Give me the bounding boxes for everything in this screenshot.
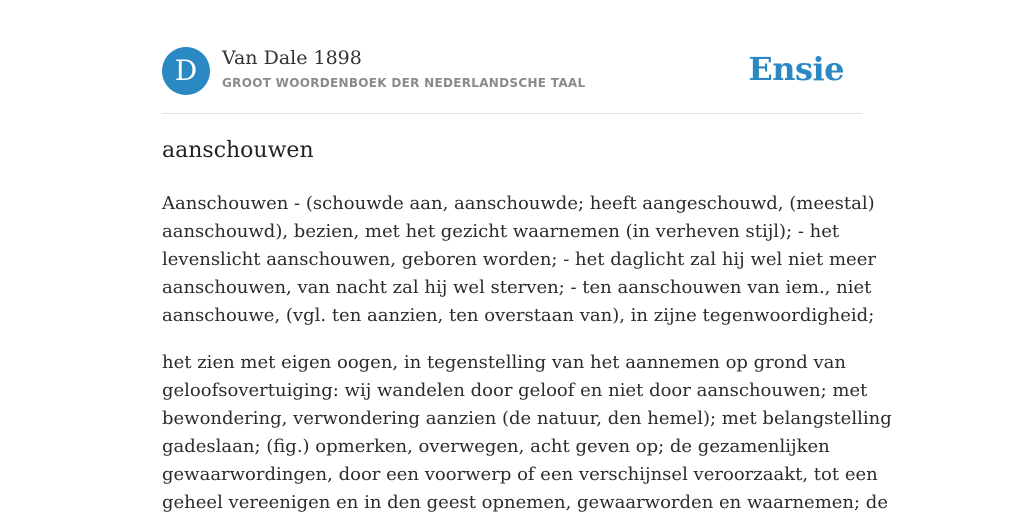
text-line: bewondering, verwondering aanzien (de natuur, den hemel); met belangstelling bbox=[162, 408, 892, 429]
text-line: geloofsovertuiging: wij wandelen door geloof en niet door aanschouwen; met bbox=[162, 380, 868, 401]
text-line: aanschouwen, van nacht zal hij wel sterven; - ten aanschouwen van iem., niet bbox=[162, 277, 872, 298]
text-line: aanschouwe, (vgl. ten aanzien, ten overstaan van), in zijne tegenwoordigheid; bbox=[162, 305, 875, 326]
source-subtitle: GROOT WOORDENBOEK DER NEDERLANDSCHE TAAL bbox=[222, 76, 586, 90]
text-line: Aanschouwen - (schouwde aan, aanschouwde; heeft aangeschouwd, (meestal) bbox=[162, 193, 875, 214]
source-logo[interactable]: D bbox=[162, 47, 210, 95]
text-line: gewaarwordingen, door een voorwerp of een verschijnsel veroorzaakt, tot een bbox=[162, 464, 878, 485]
text-line: gadeslaan; (fig.) opmerken, overwegen, acht geven op; de gezamenlijken bbox=[162, 436, 830, 457]
text-line: levenslicht aanschouwen, geboren worden; - het daglicht zal hij wel niet meer bbox=[162, 249, 876, 270]
definition-paragraph bbox=[162, 349, 892, 512]
text-line: geheel vereenigen en in den geest opnemen, gewaarworden en waarnemen; de bbox=[162, 492, 888, 512]
definition-text bbox=[162, 190, 892, 512]
text-line: aanschouwd), bezien, met het gezicht waarnemen (in verheven stijl); - het bbox=[162, 221, 840, 242]
definition-paragraph bbox=[162, 190, 876, 330]
headword: aanschouwen bbox=[162, 138, 314, 163]
brand-logo[interactable]: Ensie bbox=[748, 50, 844, 88]
header bbox=[162, 47, 862, 95]
source-title[interactable]: Van Dale 1898 bbox=[222, 47, 362, 69]
text-line: het zien met eigen oogen, in tegenstelling van het aannemen op grond van bbox=[162, 352, 846, 373]
header-divider bbox=[162, 113, 862, 114]
